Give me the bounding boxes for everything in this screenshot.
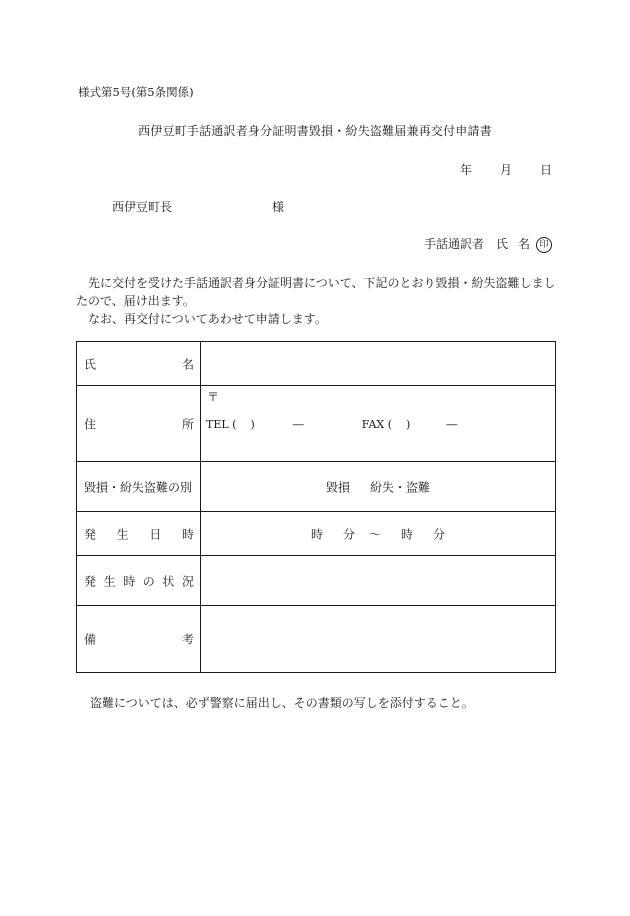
loss-type-row	[77, 462, 555, 512]
option-damage[interactable]: 毀損	[325, 480, 350, 494]
month-label: 月	[500, 163, 513, 177]
postal-mark: 〒	[207, 390, 220, 404]
name-label-b: 名	[181, 357, 194, 371]
body-line-3: なお、再交付についてあわせて申請します。	[88, 312, 327, 326]
situation-row: 発 生 時 の 状 況	[77, 556, 555, 606]
hour-label-2: 時	[401, 527, 414, 541]
application-table	[76, 341, 556, 673]
tel-close: )	[250, 418, 255, 431]
date-line	[460, 161, 552, 178]
document-title: 西伊豆町手話通訳者身分証明書毀損・紛失盗難届兼再交付申請書	[138, 124, 492, 138]
address-label-a: 住	[84, 417, 97, 431]
addressee-name: 西伊豆町長	[112, 200, 173, 214]
name-row	[77, 342, 555, 386]
address-label-b: 所	[181, 417, 194, 431]
footer-note: 盗難については、必ず警察に届出し、その書類の写しを添付すること。	[90, 696, 474, 710]
remarks-label-b: 考	[181, 632, 194, 647]
remarks-row	[77, 606, 555, 672]
fax-label: FAX (	[361, 418, 393, 431]
occurrence-datetime-field[interactable]	[201, 512, 555, 555]
remarks-label-a: 備	[84, 632, 97, 647]
occurrence-datetime-row: 発 生 日 時 時 分 ～ 時 分	[77, 512, 555, 556]
name-label-2: 名	[518, 237, 531, 251]
seal-icon: 印	[536, 237, 552, 253]
minute-label-1: 分	[342, 527, 355, 541]
loss-type-label: 毀損・紛失盗難の別	[84, 480, 193, 494]
range-tilde: ～	[368, 527, 381, 541]
address-row	[77, 386, 555, 462]
body-line-1: 先に交付を受けた手話通訳者身分証明書について、下記のとおり毀損・紛失盗難しまし	[88, 276, 556, 290]
tel-label: TEL (	[206, 418, 237, 431]
phone-fax-line	[206, 418, 457, 431]
applicant-line	[424, 235, 552, 253]
name-label-1: 氏	[496, 237, 509, 251]
year-label: 年	[460, 163, 473, 177]
fax-close: )	[406, 418, 411, 431]
hour-label-1: 時	[310, 527, 323, 541]
addressee	[112, 198, 284, 215]
situation-field[interactable]	[201, 556, 555, 605]
address-field[interactable]	[201, 386, 555, 461]
name-field[interactable]	[201, 342, 555, 385]
fax-dash: ―	[446, 418, 458, 431]
name-label-a: 氏	[84, 357, 97, 371]
day-label: 日	[540, 163, 553, 177]
body-line-2: たので、届け出ます。	[76, 294, 195, 308]
minute-label-2: 分	[433, 527, 446, 541]
option-loss-theft[interactable]: 紛失・盗難	[370, 480, 431, 494]
tel-dash: ―	[292, 418, 304, 431]
addressee-honorific: 様	[272, 200, 285, 214]
form-number: 様式第5号(第5条関係)	[78, 85, 194, 99]
remarks-field[interactable]	[201, 606, 555, 672]
applicant-role: 手話通訳者	[424, 237, 485, 251]
body-text	[76, 274, 560, 328]
